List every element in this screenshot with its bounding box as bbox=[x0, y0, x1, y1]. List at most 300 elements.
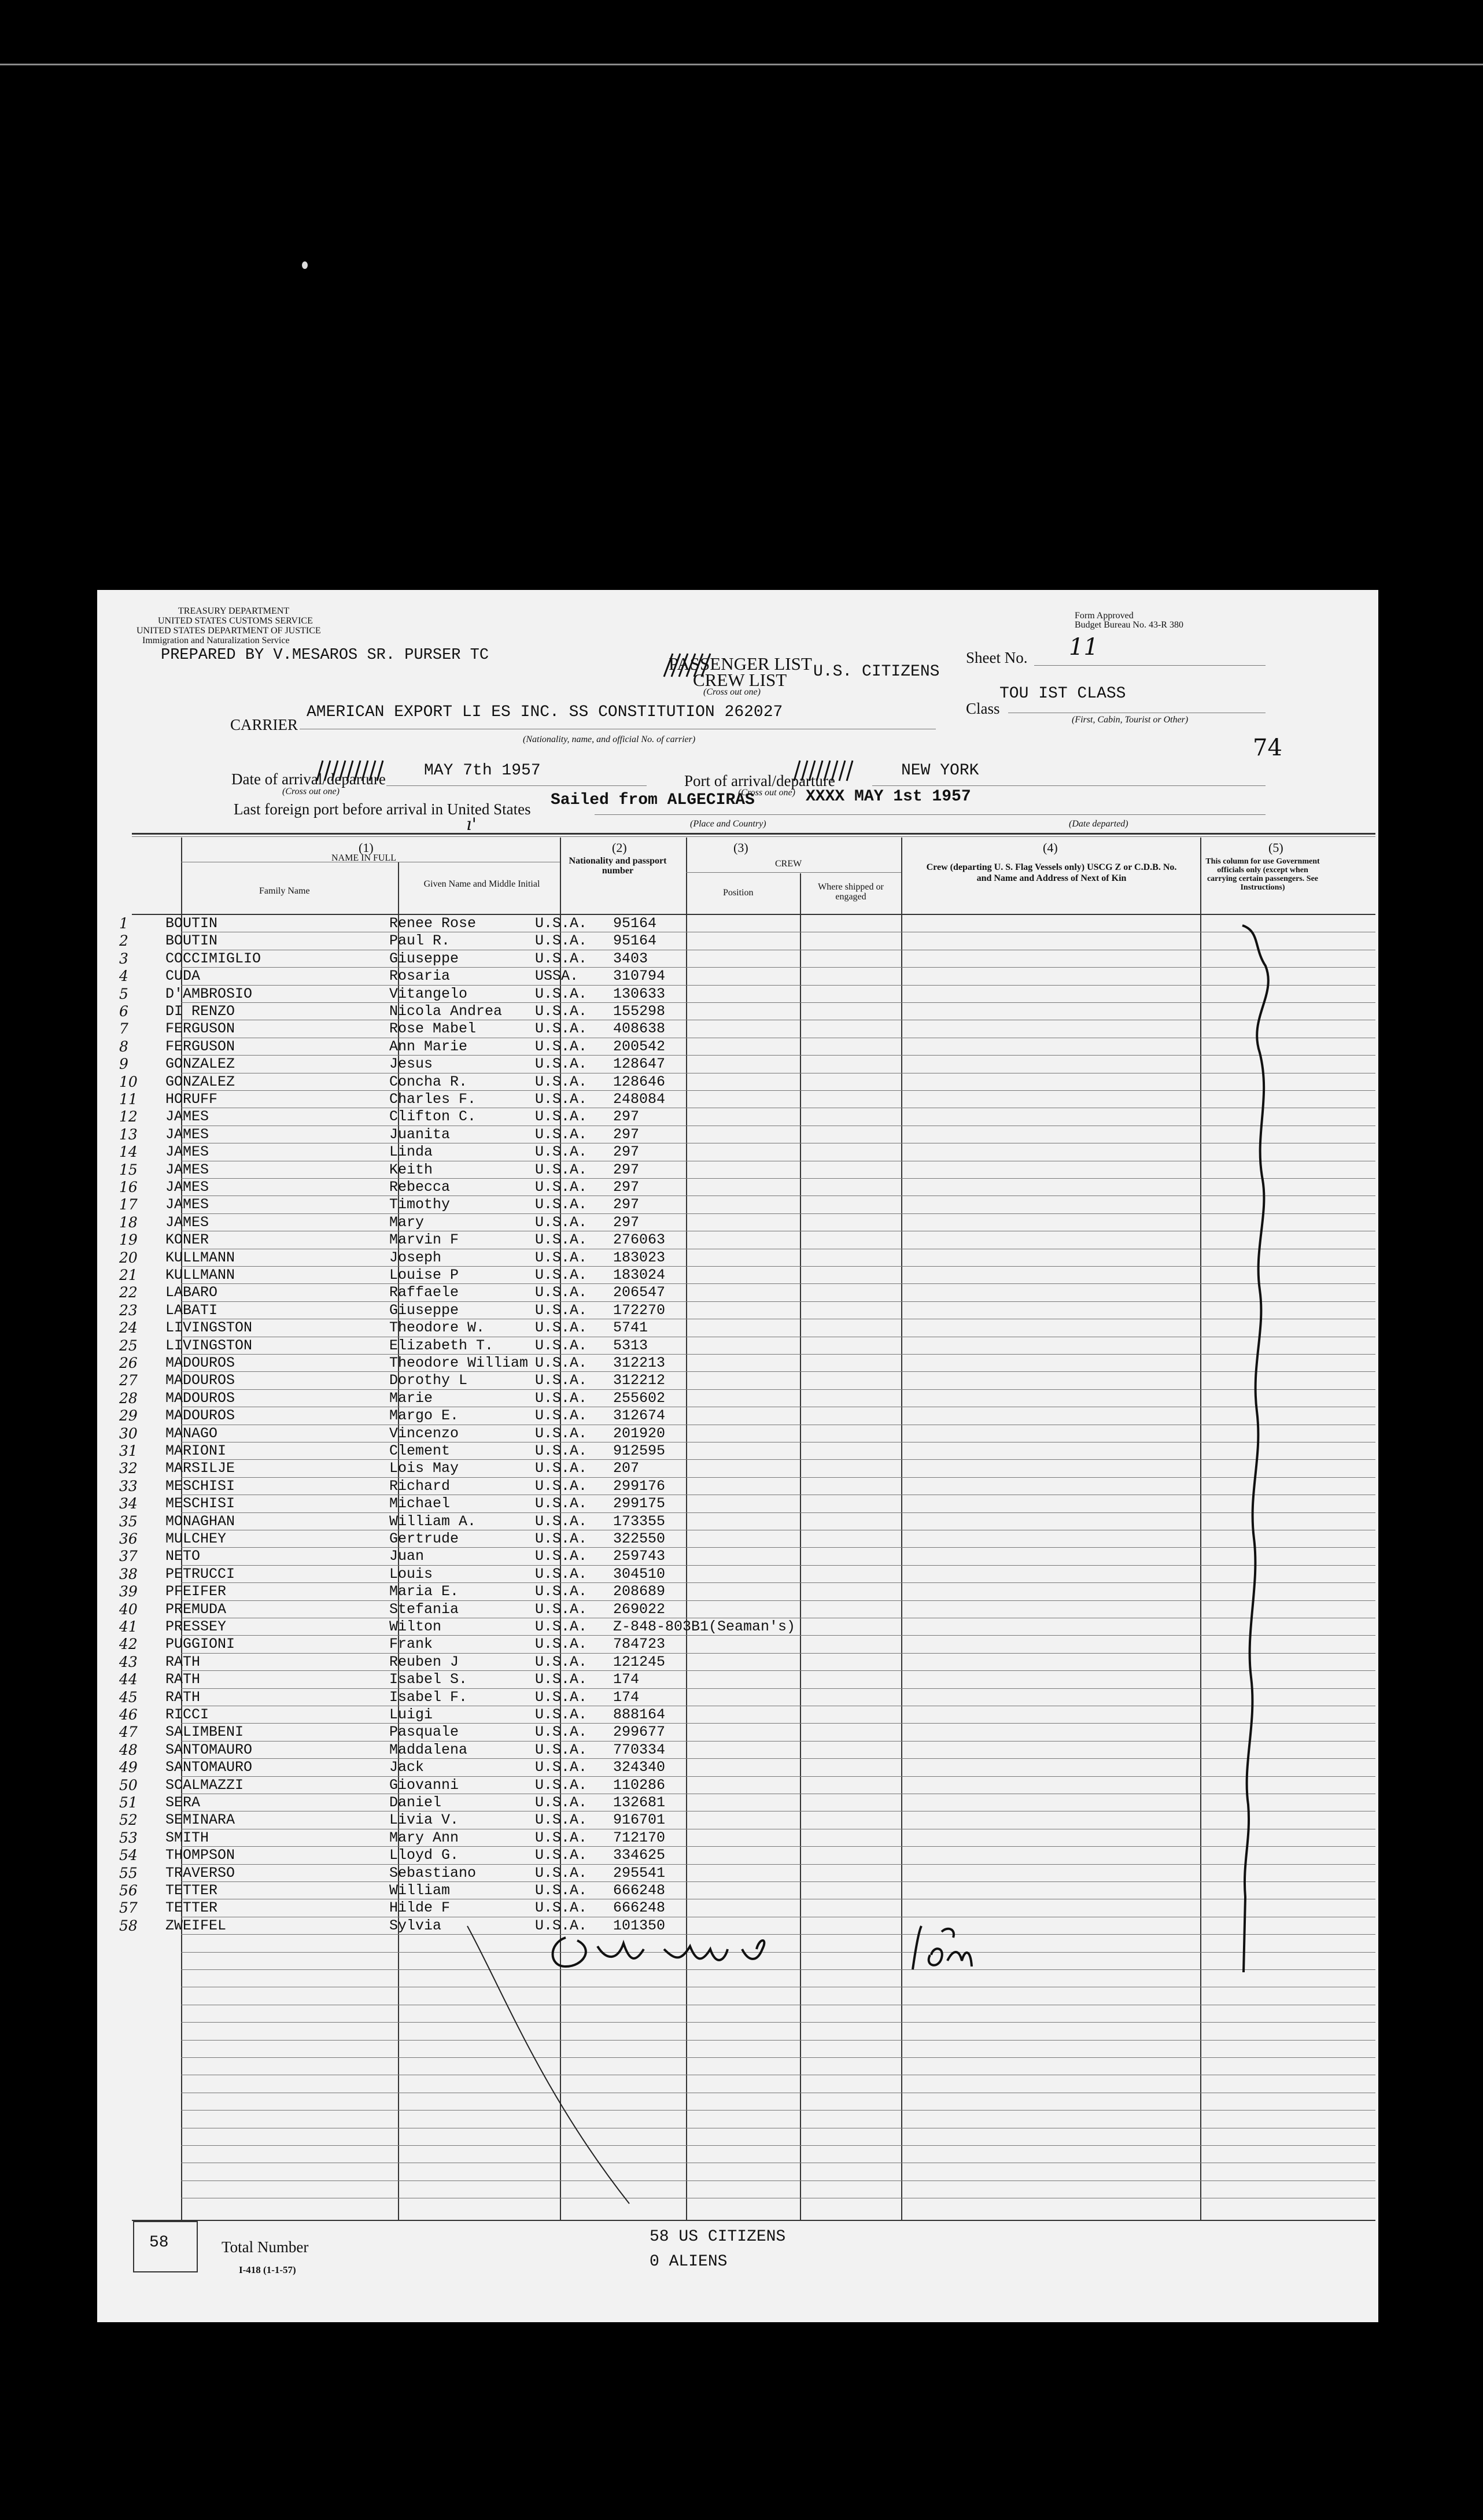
cell-passport: 95164 bbox=[613, 915, 657, 932]
cell-nat: U.S.A. bbox=[535, 1407, 588, 1425]
cell-given: Joseph bbox=[389, 1249, 442, 1266]
cell-num: 55 bbox=[119, 1864, 138, 1881]
cell-given: Frank bbox=[389, 1636, 433, 1653]
class-label: Class bbox=[966, 700, 1000, 717]
arrival-date-label: Date of arrival/departure bbox=[231, 770, 386, 788]
cell-family: MADOUROS bbox=[165, 1407, 235, 1425]
col5-heading: This column for use Government officials only (except when carrying certain passengers. See Instructions) bbox=[1205, 857, 1320, 892]
cell-given: Jesus bbox=[389, 1056, 433, 1073]
cell-num: 5 bbox=[119, 985, 128, 1002]
cell-passport: 310794 bbox=[613, 968, 666, 985]
cell-given: Rose Mabel bbox=[389, 1020, 477, 1038]
cell-nat: U.S.A. bbox=[535, 1231, 588, 1249]
cell-nat: U.S.A. bbox=[535, 1179, 588, 1196]
empty-row-divider bbox=[181, 2022, 1375, 2023]
row-divider bbox=[181, 1846, 1375, 1847]
cell-passport: 128646 bbox=[613, 1073, 666, 1090]
row-divider bbox=[181, 1600, 1375, 1601]
arrival-strike-marks bbox=[314, 758, 401, 784]
cell-nat: U.S.A. bbox=[535, 1741, 588, 1758]
col2-number: (2) bbox=[612, 840, 627, 855]
row-divider bbox=[181, 985, 1375, 986]
cell-family: MADOUROS bbox=[165, 1372, 235, 1389]
cell-passport: 132681 bbox=[613, 1794, 666, 1811]
row-divider bbox=[181, 1055, 1375, 1056]
total-number-label: Total Number bbox=[222, 2238, 309, 2256]
cell-nat: U.S.A. bbox=[535, 1706, 588, 1723]
cell-passport: 299176 bbox=[613, 1477, 666, 1495]
cell-nat: U.S.A. bbox=[535, 1794, 588, 1811]
cell-given: Pasquale bbox=[389, 1724, 459, 1741]
row-divider bbox=[181, 1459, 1375, 1460]
row-divider bbox=[181, 1758, 1375, 1759]
cell-passport: 155298 bbox=[613, 1003, 666, 1020]
cell-given: Juan bbox=[389, 1548, 425, 1565]
col-line-govt bbox=[1200, 837, 1201, 2220]
row-divider bbox=[181, 1213, 1375, 1214]
cell-family: LIVINGSTON bbox=[165, 1319, 253, 1337]
cell-family: ZWEIFEL bbox=[165, 1917, 227, 1934]
cell-num: 10 bbox=[119, 1073, 138, 1090]
cell-num: 31 bbox=[119, 1442, 138, 1459]
cell-nat: U.S.A. bbox=[535, 1003, 588, 1020]
port-cross-out: (Cross out one) bbox=[738, 788, 795, 798]
cell-num: 3 bbox=[119, 950, 128, 967]
cell-passport: 173355 bbox=[613, 1512, 666, 1530]
row-divider bbox=[181, 1881, 1375, 1882]
cell-num: 25 bbox=[119, 1337, 138, 1354]
cell-family: MARIONI bbox=[165, 1442, 227, 1459]
cell-nat: U.S.A. bbox=[535, 1548, 588, 1565]
last-port-label: Last foreign port before arrival in United States bbox=[234, 800, 531, 818]
cell-num: 33 bbox=[119, 1477, 138, 1495]
cell-passport: 712170 bbox=[613, 1829, 666, 1846]
cell-passport: 297 bbox=[613, 1126, 640, 1143]
cell-passport: 130633 bbox=[613, 985, 666, 1002]
cell-nat: U.S.A. bbox=[535, 915, 588, 932]
cell-passport: 304510 bbox=[613, 1565, 666, 1582]
cell-num: 38 bbox=[119, 1565, 138, 1582]
cell-passport: 200542 bbox=[613, 1038, 666, 1055]
cell-passport: 888164 bbox=[613, 1706, 666, 1723]
cell-given: Clifton C. bbox=[389, 1108, 477, 1126]
cell-family: TETTER bbox=[165, 1899, 218, 1917]
cell-nat: U.S.A. bbox=[535, 1636, 588, 1653]
cell-family: BOUTIN bbox=[165, 915, 218, 932]
family-name-heading: Family Name bbox=[259, 886, 310, 896]
cell-num: 43 bbox=[119, 1653, 138, 1670]
cell-given: Ann Marie bbox=[389, 1038, 468, 1055]
cell-passport: 297 bbox=[613, 1108, 640, 1126]
cell-nat: U.S.A. bbox=[535, 932, 588, 950]
cell-nat: U.S.A. bbox=[535, 1267, 588, 1283]
cell-given: Jack bbox=[389, 1759, 425, 1776]
agency-line-4: Immigration and Naturalization Service bbox=[142, 636, 290, 645]
cell-nat: U.S.A. bbox=[535, 1073, 588, 1090]
cell-num: 56 bbox=[119, 1882, 138, 1899]
cell-passport: 5741 bbox=[613, 1319, 648, 1337]
row-divider bbox=[181, 1266, 1375, 1267]
cell-passport: 5313 bbox=[613, 1337, 648, 1354]
carrier-caption: (Nationality, name, and official No. of carrier) bbox=[523, 735, 696, 744]
col4-number: (4) bbox=[1043, 840, 1058, 855]
passenger-list-title: PASSENGER LIST bbox=[669, 654, 812, 674]
dust-speck bbox=[302, 261, 308, 269]
cell-family: SCALMAZZI bbox=[165, 1776, 244, 1794]
cell-family: GONZALEZ bbox=[165, 1073, 235, 1090]
cell-nat: U.S.A. bbox=[535, 1284, 588, 1301]
cell-num: 49 bbox=[119, 1759, 138, 1776]
cell-nat: U.S.A. bbox=[535, 1864, 588, 1881]
cell-num: 6 bbox=[119, 1003, 128, 1020]
cell-nat: U.S.A. bbox=[535, 1495, 588, 1512]
passenger-list-sheet bbox=[97, 590, 1378, 2322]
last-port-date: XXXX MAY 1st 1957 bbox=[806, 788, 971, 806]
cell-given: Louise P bbox=[389, 1267, 459, 1283]
cell-given: Marvin F bbox=[389, 1231, 459, 1249]
row-divider bbox=[181, 1512, 1375, 1513]
cell-nat: U.S.A. bbox=[535, 1899, 588, 1917]
cell-passport: 207 bbox=[613, 1460, 640, 1477]
cell-nat: U.S.A. bbox=[535, 1882, 588, 1899]
top-border-rule bbox=[0, 64, 1483, 65]
cell-nat: U.S.A. bbox=[535, 1091, 588, 1108]
cell-given: Luigi bbox=[389, 1706, 433, 1723]
cell-family: PUGGIONI bbox=[165, 1636, 235, 1653]
total-number-value: 58 bbox=[149, 2234, 169, 2252]
empty-row-divider bbox=[181, 2145, 1375, 2146]
cell-nat: U.S.A. bbox=[535, 1020, 588, 1038]
row-divider bbox=[181, 1002, 1375, 1003]
cell-given: Vincenzo bbox=[389, 1425, 459, 1442]
cell-nat: U.S.A. bbox=[535, 1618, 588, 1635]
cell-given: Isabel F. bbox=[389, 1688, 468, 1706]
cell-passport: 312212 bbox=[613, 1372, 666, 1389]
cell-family: JAMES bbox=[165, 1196, 209, 1213]
col3-number: (3) bbox=[733, 840, 748, 855]
col3-heading: CREW bbox=[775, 859, 802, 869]
cell-family: PRESSEY bbox=[165, 1618, 227, 1635]
cell-family: PFEIFER bbox=[165, 1583, 227, 1600]
col1-heading: NAME IN FULL bbox=[331, 853, 396, 863]
cell-family: JAMES bbox=[165, 1108, 209, 1126]
form-approved-line-2: Budget Bureau No. 43-R 380 bbox=[1075, 620, 1183, 630]
cell-family: GONZALEZ bbox=[165, 1056, 235, 1073]
cell-nat: U.S.A. bbox=[535, 1213, 588, 1231]
cell-family: JAMES bbox=[165, 1143, 209, 1161]
cell-given: Daniel bbox=[389, 1794, 442, 1811]
cell-passport: 206547 bbox=[613, 1284, 666, 1301]
row-divider bbox=[181, 1723, 1375, 1724]
cell-passport: 183023 bbox=[613, 1249, 666, 1266]
cell-num: 22 bbox=[119, 1284, 138, 1301]
cell-num: 45 bbox=[119, 1688, 138, 1706]
cell-num: 4 bbox=[119, 968, 128, 985]
cell-nat: U.S.A. bbox=[535, 1829, 588, 1846]
row-divider bbox=[181, 1653, 1375, 1654]
cell-passport: 248084 bbox=[613, 1091, 666, 1108]
cell-family: RATH bbox=[165, 1653, 201, 1670]
cell-family: TETTER bbox=[165, 1882, 218, 1899]
cell-passport: 784723 bbox=[613, 1636, 666, 1653]
empty-row-divider bbox=[181, 2180, 1375, 2181]
cell-num: 14 bbox=[119, 1143, 138, 1161]
cell-num: 1 bbox=[119, 915, 128, 932]
cell-num: 29 bbox=[119, 1407, 138, 1425]
cell-given: Reuben J bbox=[389, 1653, 459, 1670]
form-approved-line-1: Form Approved bbox=[1075, 611, 1134, 621]
cell-passport: 297 bbox=[613, 1179, 640, 1196]
cell-nat: U.S.A. bbox=[535, 1583, 588, 1600]
cell-num: 9 bbox=[119, 1056, 128, 1073]
cell-family: NETO bbox=[165, 1548, 201, 1565]
crew-list-title: CREW LIST bbox=[693, 670, 787, 690]
port-value: NEW YORK bbox=[901, 762, 979, 780]
cell-given: Keith bbox=[389, 1161, 433, 1178]
handwritten-slash bbox=[456, 1920, 641, 2209]
cell-family: JAMES bbox=[165, 1213, 209, 1231]
cell-given: Sylvia bbox=[389, 1917, 442, 1934]
cell-family: CUDA bbox=[165, 968, 201, 985]
cell-num: 18 bbox=[119, 1213, 138, 1231]
cell-family: MESCHISI bbox=[165, 1495, 235, 1512]
col4-heading: Crew (departing U. S. Flag Vessels only) USCG Z or C.D.B. No. and Name and Address of Next of Kin bbox=[926, 862, 1177, 883]
cell-passport: 128647 bbox=[613, 1056, 666, 1073]
cell-family: LABARO bbox=[165, 1284, 218, 1301]
row-divider bbox=[181, 1547, 1375, 1548]
cell-passport: 299677 bbox=[613, 1724, 666, 1741]
cell-given: Vitangelo bbox=[389, 985, 468, 1002]
cell-family: FERGUSON bbox=[165, 1038, 235, 1055]
cell-given: Marie bbox=[389, 1389, 433, 1407]
cell-family: KULLMANN bbox=[165, 1249, 235, 1266]
cell-nat: U.S.A. bbox=[535, 1460, 588, 1477]
row-divider bbox=[181, 1354, 1375, 1355]
cell-num: 15 bbox=[119, 1161, 138, 1178]
cell-given: Theodore W. bbox=[389, 1319, 485, 1337]
cell-family: JAMES bbox=[165, 1126, 209, 1143]
cell-num: 35 bbox=[119, 1512, 138, 1530]
cell-passport: 666248 bbox=[613, 1882, 666, 1899]
title-cross-out-note: (Cross out one) bbox=[703, 687, 761, 697]
cell-passport: 408638 bbox=[613, 1020, 666, 1038]
cell-nat: U.S.A. bbox=[535, 1512, 588, 1530]
cell-passport: 666248 bbox=[613, 1899, 666, 1917]
cell-family: MULCHEY bbox=[165, 1530, 227, 1547]
port-label: Port of arrival/departure bbox=[684, 772, 835, 789]
cell-num: 7 bbox=[119, 1020, 128, 1038]
cell-family: DI RENZO bbox=[165, 1003, 235, 1020]
cell-nat: U.S.A. bbox=[535, 1196, 588, 1213]
port-strike-marks bbox=[791, 758, 866, 784]
row-divider bbox=[181, 1776, 1375, 1777]
cell-nat: U.S.A. bbox=[535, 1056, 588, 1073]
cell-given: William bbox=[389, 1882, 451, 1899]
row-divider bbox=[181, 1371, 1375, 1372]
cell-nat: U.S.A. bbox=[535, 1776, 588, 1794]
cell-num: 28 bbox=[119, 1389, 138, 1407]
cell-family: KONER bbox=[165, 1231, 209, 1249]
class-value: TOU IST CLASS bbox=[999, 685, 1126, 703]
given-name-heading: Given Name and Middle Initial bbox=[423, 879, 540, 889]
cell-passport: 770334 bbox=[613, 1741, 666, 1758]
cell-nat: U.S.A. bbox=[535, 1425, 588, 1442]
cell-passport: 110286 bbox=[613, 1776, 666, 1794]
cell-given: Lloyd G. bbox=[389, 1847, 459, 1864]
cell-num: 54 bbox=[119, 1847, 138, 1864]
aliens-total: 0 ALIENS bbox=[650, 2253, 728, 2271]
cell-family: MANAGO bbox=[165, 1425, 218, 1442]
cell-passport: 916701 bbox=[613, 1811, 666, 1829]
cell-family: PREMUDA bbox=[165, 1600, 227, 1618]
cell-nat: U.S.A. bbox=[535, 1671, 588, 1688]
cell-nat: U.S.A. bbox=[535, 1811, 588, 1829]
col-line-where bbox=[800, 873, 801, 2220]
cell-nat: U.S.A. bbox=[535, 1759, 588, 1776]
page-number: 74 bbox=[1253, 735, 1282, 761]
cell-family: SANTOMAURO bbox=[165, 1741, 253, 1758]
cell-passport: 183024 bbox=[613, 1267, 666, 1283]
handwritten-wavy-line bbox=[1231, 914, 1294, 1990]
cell-num: 57 bbox=[119, 1899, 138, 1917]
cell-nat: U.S.A. bbox=[535, 950, 588, 967]
cell-family: MARSILJE bbox=[165, 1460, 235, 1477]
cell-num: 34 bbox=[119, 1495, 138, 1512]
cell-num: 13 bbox=[119, 1126, 138, 1143]
col-line-crew bbox=[686, 837, 687, 2220]
cell-passport: 312674 bbox=[613, 1407, 666, 1425]
cell-num: 17 bbox=[119, 1196, 138, 1213]
cell-num: 30 bbox=[119, 1425, 138, 1442]
handwritten-strike-marks bbox=[661, 648, 823, 682]
cell-num: 19 bbox=[119, 1231, 138, 1249]
cell-num: 36 bbox=[119, 1530, 138, 1547]
cell-given: Renee Rose bbox=[389, 915, 477, 932]
cell-given: Louis bbox=[389, 1565, 433, 1582]
cell-given: Juanita bbox=[389, 1126, 451, 1143]
cell-num: 42 bbox=[119, 1636, 138, 1653]
cell-given: Lois May bbox=[389, 1460, 459, 1477]
cell-num: 47 bbox=[119, 1724, 138, 1741]
cell-family: SMITH bbox=[165, 1829, 209, 1846]
cell-family: SALIMBENI bbox=[165, 1724, 244, 1741]
cell-given: Theodore William bbox=[389, 1355, 529, 1371]
cell-family: D'AMBROSIO bbox=[165, 985, 253, 1002]
cell-passport: 201920 bbox=[613, 1425, 666, 1442]
cell-family: COCCIMIGLIO bbox=[165, 950, 261, 967]
form-id: I-418 (1-1-57) bbox=[239, 2264, 296, 2275]
cell-given: Maria E. bbox=[389, 1583, 459, 1600]
cell-passport: 912595 bbox=[613, 1442, 666, 1459]
cell-family: BOUTIN bbox=[165, 932, 218, 950]
cell-given: Stefania bbox=[389, 1600, 459, 1618]
cell-family: JAMES bbox=[165, 1179, 209, 1196]
empty-row-divider bbox=[181, 2110, 1375, 2111]
cell-passport: 208689 bbox=[613, 1583, 666, 1600]
cell-family: MESCHISI bbox=[165, 1477, 235, 1495]
cell-nat: U.S.A. bbox=[535, 1653, 588, 1670]
col5-number: (5) bbox=[1268, 840, 1283, 855]
cell-passport: 297 bbox=[613, 1196, 640, 1213]
row-divider bbox=[181, 1635, 1375, 1636]
col2-heading: Nationality and passport number bbox=[569, 856, 667, 876]
cell-given: Mary bbox=[389, 1213, 425, 1231]
cell-given: Rebecca bbox=[389, 1179, 451, 1196]
cell-num: 58 bbox=[119, 1917, 138, 1934]
cell-family: SERA bbox=[165, 1794, 201, 1811]
sheet-number-value: 11 bbox=[1069, 634, 1098, 661]
cell-num: 53 bbox=[119, 1829, 138, 1846]
row-divider bbox=[181, 1688, 1375, 1689]
cell-nat: U.S.A. bbox=[535, 1917, 588, 1934]
cell-given: Hilde F bbox=[389, 1899, 451, 1917]
cell-given: Margo E. bbox=[389, 1407, 459, 1425]
cell-num: 16 bbox=[119, 1179, 138, 1196]
us-citizens-total: 58 US CITIZENS bbox=[650, 2228, 786, 2246]
cell-family: LABATI bbox=[165, 1301, 218, 1319]
carrier-label: CARRIER bbox=[230, 716, 298, 733]
cell-nat: U.S.A. bbox=[535, 1038, 588, 1055]
cell-family: KULLMANN bbox=[165, 1267, 235, 1283]
cell-num: 50 bbox=[119, 1776, 138, 1794]
row-divider bbox=[181, 967, 1375, 968]
cell-given: Michael bbox=[389, 1495, 451, 1512]
cell-given: Gertrude bbox=[389, 1530, 459, 1547]
cell-nat: U.S.A. bbox=[535, 1126, 588, 1143]
col-line-kin bbox=[901, 837, 902, 2220]
cell-family: SEMINARA bbox=[165, 1811, 235, 1829]
cell-passport: 259743 bbox=[613, 1548, 666, 1565]
cell-nat: U.S.A. bbox=[535, 1847, 588, 1864]
handwritten-initials bbox=[907, 1914, 976, 1978]
cell-given: Elizabeth T. bbox=[389, 1337, 494, 1354]
cell-family: MONAGHAN bbox=[165, 1512, 235, 1530]
cell-nat: U.S.A. bbox=[535, 985, 588, 1002]
cell-given: Livia V. bbox=[389, 1811, 459, 1829]
cell-passport: 101350 bbox=[613, 1917, 666, 1934]
cell-nat: U.S.A. bbox=[535, 1565, 588, 1582]
cell-num: 40 bbox=[119, 1600, 138, 1618]
cell-given: Richard bbox=[389, 1477, 451, 1495]
cell-num: 24 bbox=[119, 1319, 138, 1337]
cell-family: RATH bbox=[165, 1671, 201, 1688]
cell-passport: 172270 bbox=[613, 1301, 666, 1319]
cell-passport: 324340 bbox=[613, 1759, 666, 1776]
cell-given: Paul R. bbox=[389, 932, 451, 950]
cell-given: Maddalena bbox=[389, 1741, 468, 1758]
cell-num: 12 bbox=[119, 1108, 138, 1126]
cell-given: Clement bbox=[389, 1442, 451, 1459]
cell-num: 46 bbox=[119, 1706, 138, 1723]
cell-given: Dorothy L bbox=[389, 1372, 468, 1389]
arrival-date-value: MAY 7th 1957 bbox=[424, 762, 541, 780]
us-citizens-heading: U.S. CITIZENS bbox=[813, 663, 940, 681]
cell-num: 20 bbox=[119, 1249, 138, 1266]
arrival-date-cross-out: (Cross out one) bbox=[282, 787, 340, 796]
class-caption: (First, Cabin, Tourist or Other) bbox=[1072, 715, 1189, 725]
cell-given: Raffaele bbox=[389, 1284, 459, 1301]
cell-nat: U.S.A. bbox=[535, 1249, 588, 1266]
cell-given: Timothy bbox=[389, 1196, 451, 1213]
row-divider bbox=[181, 1178, 1375, 1179]
cell-given: Concha R. bbox=[389, 1073, 468, 1090]
cell-nat: U.S.A. bbox=[535, 1600, 588, 1618]
row-divider bbox=[181, 1864, 1375, 1865]
cell-family: HORUFF bbox=[165, 1091, 218, 1108]
cell-given: Giuseppe bbox=[389, 1301, 459, 1319]
where-shipped-heading: Where shipped or engaged bbox=[818, 882, 884, 902]
cell-passport: 95164 bbox=[613, 932, 657, 950]
